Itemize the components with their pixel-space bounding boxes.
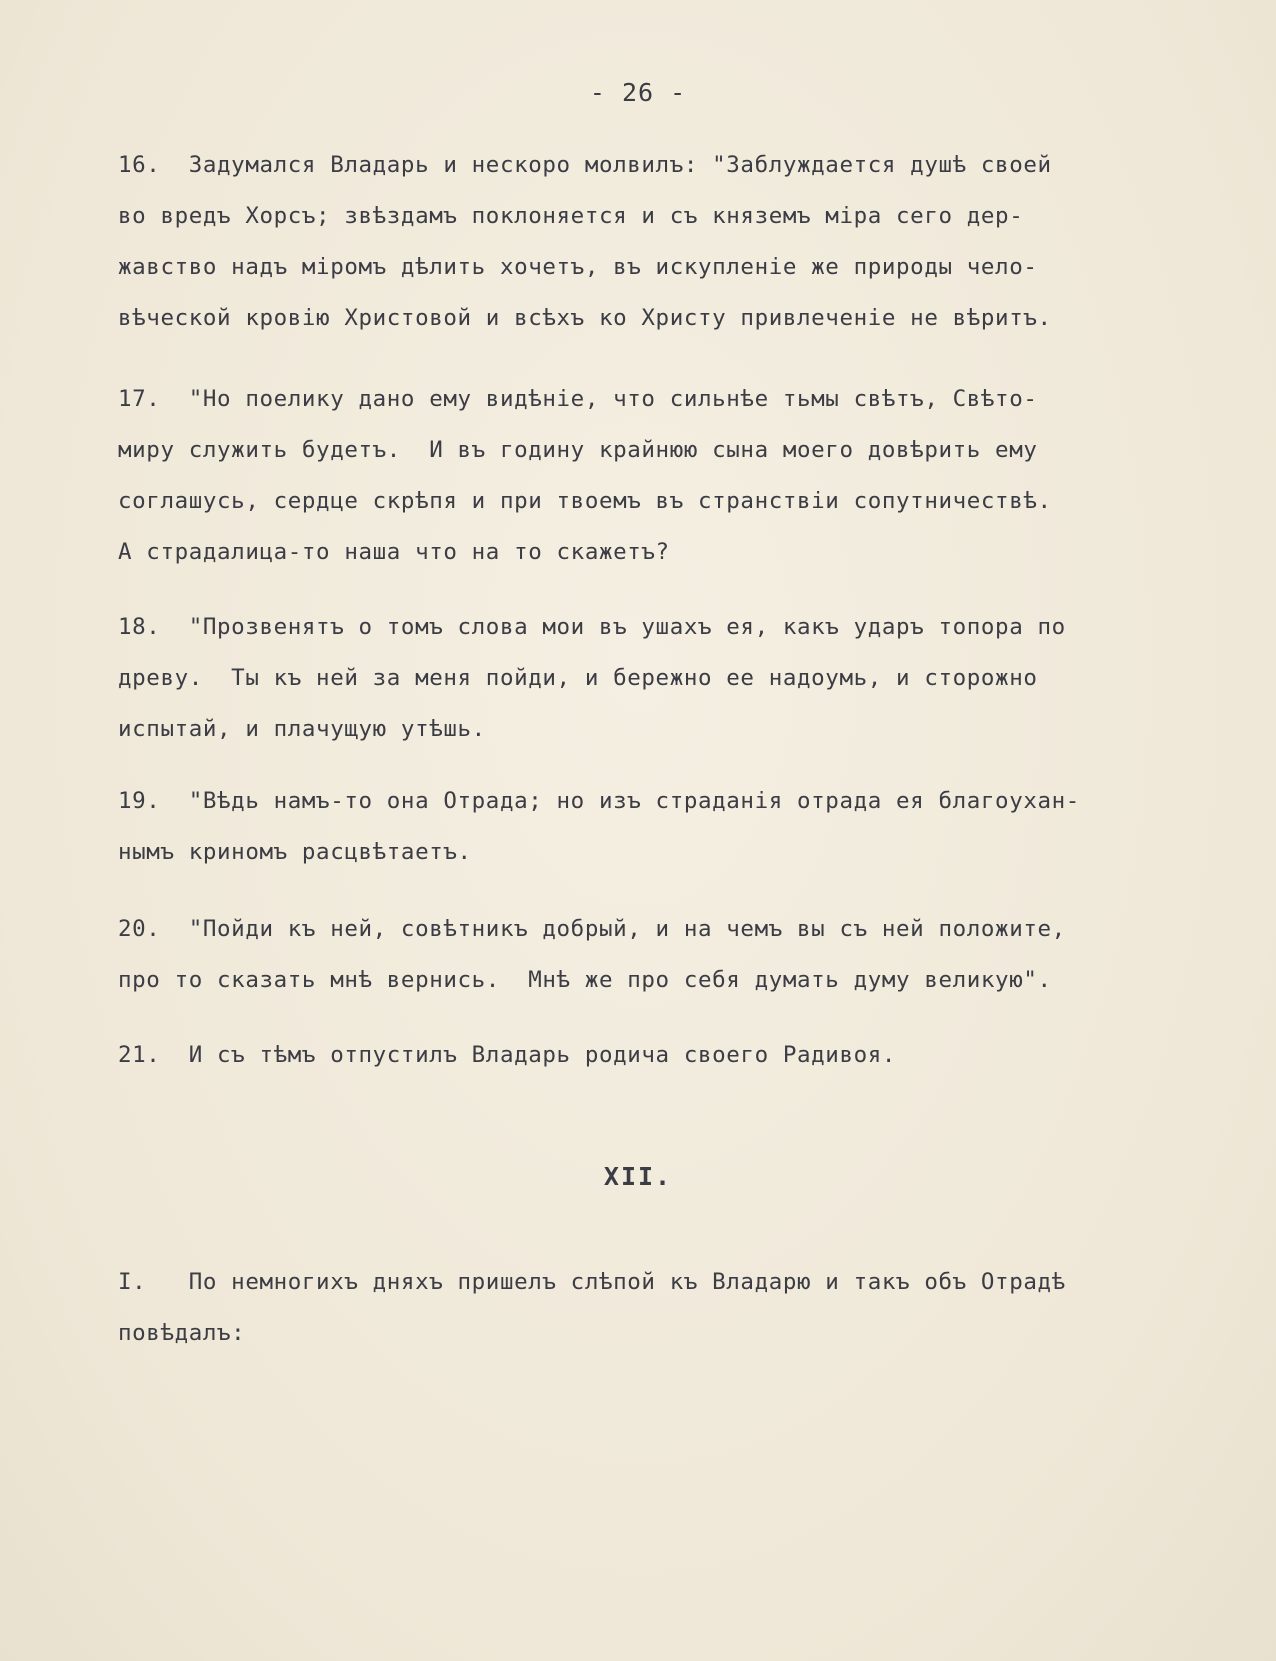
page-number: - 26 -	[589, 78, 687, 107]
paragraph-16	[118, 140, 1238, 344]
text-line: про то сказать мнѣ вернись. Мнѣ же про себя думать думу великую".	[118, 967, 1052, 993]
text-line: миру служить будетъ. И въ годину крайнюю сына моего довѣрить ему	[118, 437, 1038, 463]
paragraph-19	[118, 776, 1238, 878]
text-line: во вредъ Хорсъ; звѣздамъ поклоняется и съ княземъ міра сего дер-	[118, 203, 1024, 229]
text-line: I. По немногихъ дняхъ пришелъ слѣпой къ Владарю и такъ объ Отрадѣ	[118, 1269, 1066, 1295]
paragraph-20	[118, 904, 1238, 1006]
text-line: вѣческой кровію Христовой и всѣхъ ко Христу привлеченіе не вѣритъ.	[118, 305, 1052, 331]
text-line: древу. Ты къ ней за меня пойди, и бережно ее надоумь, и сторожно	[118, 665, 1038, 691]
paragraph-21	[118, 1030, 1238, 1081]
text-line: испытай, и плачущую утѣшь.	[118, 716, 486, 742]
text-line: жавство надъ міромъ дѣлить хочетъ, въ искупленіе же природы чело-	[118, 254, 1038, 280]
paragraph-17	[118, 374, 1238, 578]
text-line: 17. "Но поелику дано ему видѣніе, что сильнѣе тьмы свѣтъ, Свѣто-	[118, 386, 1038, 412]
section-heading: XII.	[603, 1162, 673, 1191]
section-paragraph-1	[118, 1257, 1238, 1359]
text-line: соглашусь, сердце скрѣпя и при твоемъ въ странствіи сопутничествѣ.	[118, 488, 1052, 514]
text-line: 19. "Вѣдь намъ-то она Отрада; но изъ страданія отрада ея благоухан-	[118, 788, 1080, 814]
text-line: 20. "Пойди къ ней, совѣтникъ добрый, и на чемъ вы съ ней положите,	[118, 916, 1066, 942]
text-line: 16. Задумался Владарь и нескоро молвилъ: "Заблуждается душѣ своей	[118, 152, 1052, 178]
text-line: повѣдалъ:	[118, 1320, 246, 1346]
text-line: 21. И съ тѣмъ отпустилъ Владарь родича своего Радивоя.	[118, 1042, 897, 1068]
text-line: нымъ криномъ расцвѣтаетъ.	[118, 839, 472, 865]
paragraph-18	[118, 602, 1238, 755]
text-line: 18. "Прозвенятъ о томъ слова мои въ ушахъ ея, какъ ударъ топора по	[118, 614, 1066, 640]
text-line: А страдалица-то наша что на то скажетъ?	[118, 539, 670, 565]
